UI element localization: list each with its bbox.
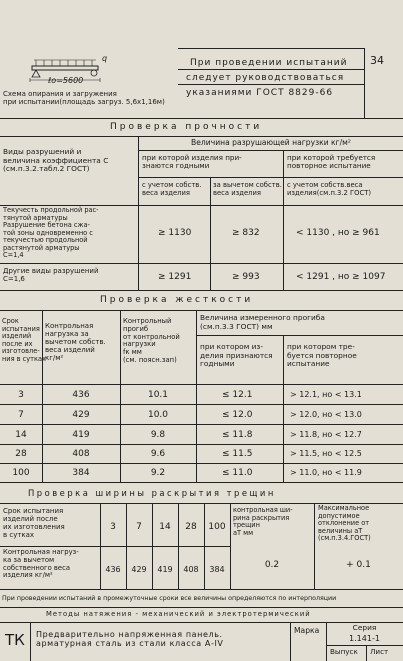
stiffness-retest: > 11.8, но < 12.7 <box>290 430 362 439</box>
title-block-code: ТК <box>5 631 25 649</box>
cracks-title: Проверка ширины раскрытия трещин <box>28 488 276 498</box>
stiffness-retest: > 12.1, но < 13.1 <box>290 390 362 399</box>
stiffness-col-term: Срок испытания изделий после их изготовле- ния в сутках <box>2 317 46 363</box>
stiffness-term: 28 <box>15 449 27 459</box>
stiffness-load: 408 <box>72 449 90 459</box>
cracks-load: 436 <box>105 565 121 574</box>
title-block-series-label: Серия <box>352 623 377 632</box>
stiffness-term: 14 <box>15 430 27 440</box>
stiffness-deflection: 10.1 <box>147 390 169 400</box>
cracks-col-width: контрольная ши- рина раскрытия трещин аТ мм <box>233 506 293 537</box>
stiffness-retest: > 12.0, но < 13.0 <box>290 410 362 419</box>
instruction-line-2: следует руководствоваться <box>186 73 345 83</box>
cracks-load: 419 <box>157 565 173 574</box>
stiffness-deflection: 9.6 <box>150 449 166 459</box>
title-block-sheet-label: Лист <box>370 647 389 656</box>
scheme-caption: Схема опирания и загружения при испытании(площадь загруз. 5,6х1,16м) <box>3 90 165 107</box>
stiffness-ok: ≤ 11.5 <box>222 449 253 459</box>
cracks-term: 28 <box>185 522 197 532</box>
strength-col-type: Виды разрушений и величина коэффициента С (см.п.3.2.табл.2 ГОСТ) <box>3 147 109 174</box>
stiffness-col-deflection: Контрольный прогиб от контрольной нагрузки fк мм (см. поясн.зап) <box>123 317 180 365</box>
support-right <box>91 70 97 76</box>
strength-row1-without: ≥ 832 <box>232 228 260 238</box>
strength-row2-retest: < 1291 , но ≥ 1097 <box>296 272 386 282</box>
stiffness-load: 384 <box>72 468 90 478</box>
stiffness-load: 436 <box>72 390 90 400</box>
strength-sub-retest: при которой требуется повторное испытание <box>287 153 376 171</box>
page-number: 34 <box>370 54 384 67</box>
stiffness-ok: ≤ 11.8 <box>222 430 253 440</box>
stiffness-term: 7 <box>18 410 24 420</box>
method-line: Методы натяжения - механический и электротермический <box>46 610 311 618</box>
title-block-issue-label: Выпуск <box>330 647 358 656</box>
strength-title: Проверка прочности <box>110 122 263 132</box>
title-block-series-value: 1.141-1 <box>349 634 380 643</box>
stiffness-ok: ≤ 11.0 <box>222 468 253 478</box>
strength-row2-without: ≥ 993 <box>232 272 260 282</box>
strength-sub-without: за вычетом собств. веса изделия <box>213 181 282 197</box>
stiffness-deflection: 9.2 <box>150 468 166 478</box>
stiffness-col-measured: Величина измеренного прогиба (см.п.3.3 ГОСТ) мм <box>200 313 325 331</box>
cracks-term: 3 <box>110 522 116 532</box>
cracks-load: 429 <box>131 565 147 574</box>
stiffness-title: Проверка жесткости <box>100 295 254 305</box>
stiffness-deflection: 9.8 <box>150 430 166 440</box>
strength-row1-type: Текучесть продольной рас- тянутой арматуры Разрушение бетона сжа- той зоны одновременно с текучестью продольной растянутой арматуры С=1,4 <box>3 206 99 260</box>
cracks-row-term-label: Срок испытания изделий после их изготовления в сутках <box>3 507 65 540</box>
stiffness-retest: > 11.0, но < 11.9 <box>290 468 362 477</box>
stiffness-ok: ≤ 12.1 <box>222 390 253 400</box>
load-label: q <box>102 54 108 63</box>
cracks-term: 14 <box>159 522 171 532</box>
strength-sub-with: с учетом собств. веса изделия <box>142 181 202 197</box>
strength-sub-survive: при которой изделия при- знаются годными <box>142 153 242 171</box>
cracks-load: 408 <box>183 565 199 574</box>
cracks-tolerance-value: + 0.1 <box>346 560 371 570</box>
strength-sub-retest-note: с учетом собств.веса изделия(см.п.3.2 ГОСТ) <box>287 181 372 197</box>
cracks-row-load-label: Контрольная нагруз- ка за вычетом собственного веса изделия кг/м² <box>3 548 79 580</box>
span-label: ℓо=5600 <box>48 76 84 85</box>
cracks-col-tolerance: Максимальное допустимое отклонение от величины аТ (см.п.3.4.ГОСТ) <box>318 504 371 543</box>
stiffness-term: 3 <box>18 390 24 400</box>
strength-row1-retest: < 1130 , но ≥ 961 <box>296 228 380 238</box>
stiffness-sub-retest: при котором тре- буется повторное испытание <box>287 342 357 369</box>
support-left <box>32 70 40 77</box>
strength-col-value: Величина разрушающей нагрузки кг/м² <box>191 138 351 147</box>
stiffness-term: 100 <box>12 468 30 478</box>
title-block-mark-label: Марка <box>294 626 320 635</box>
stiffness-deflection: 10.0 <box>147 410 169 420</box>
cracks-term: 7 <box>136 522 142 532</box>
strength-row1-with: ≥ 1130 <box>158 228 192 238</box>
stiffness-retest: > 11.5, но < 12.5 <box>290 449 362 458</box>
stiffness-col-load: Контрольная нагрузка за вычетом собств. веса изделий кг/м² <box>45 322 106 363</box>
stiffness-load: 419 <box>72 430 90 440</box>
load-arrows <box>34 60 96 66</box>
cracks-width-value: 0.2 <box>264 560 280 570</box>
stiffness-sub-ok: при котором из- делия признаются годными <box>200 342 273 369</box>
strength-row2-with: ≥ 1291 <box>158 272 192 282</box>
cracks-term: 100 <box>208 522 226 532</box>
stiffness-load: 429 <box>72 410 90 420</box>
instruction-line-3: указаниями ГОСТ 8829-66 <box>186 88 334 98</box>
title-block-description: Предварительно напряженная панель. арматурная сталь из стали класса А-IV <box>36 630 224 649</box>
beam-rect <box>32 66 98 70</box>
instruction-line-1: При проведении испытаний <box>190 58 348 68</box>
stiffness-ok: ≤ 12.0 <box>222 410 253 420</box>
strength-row2-type: Другие виды разрушений С=1,6 <box>3 267 99 284</box>
cracks-load: 384 <box>209 565 225 574</box>
footnote: При проведении испытаний в промежуточные сроки все величины определяются по интерполяции <box>2 595 337 602</box>
